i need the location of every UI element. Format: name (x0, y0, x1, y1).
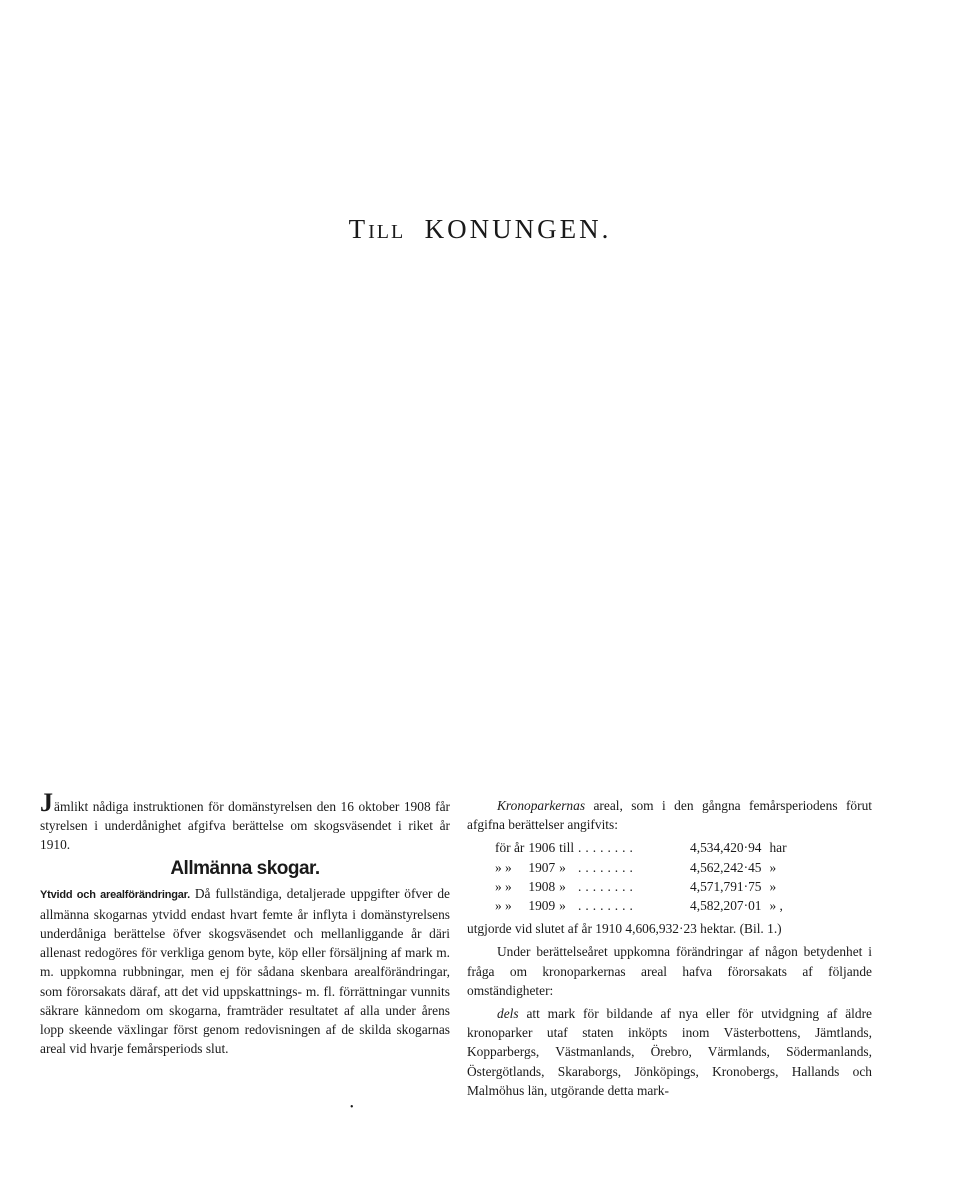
changes-paragraph: Under berättelseåret uppkomna förändringar af någon betydenhet i fråga om kronoparkernas areal hafva förorsakats af följande omständigheter: (467, 944, 872, 998)
row-year: 1908 (528, 878, 556, 894)
table-row (495, 838, 791, 857)
section-heading: Allmänna skogar. (170, 857, 320, 879)
summary-line: utgjorde vid slutet af år 1910 4,606,932·23 hektar. (Bil. 1.) (467, 921, 782, 937)
row-value: 4,571,791·75 (690, 878, 762, 894)
row-dots: ........ (578, 840, 637, 856)
row-mid: » (559, 859, 566, 875)
row-year: 1909 (528, 898, 556, 914)
row-prefix: » » (495, 859, 512, 875)
kronopark-intro (467, 796, 872, 834)
row-year: 1907 (528, 859, 556, 875)
row-prefix: för år (495, 840, 525, 856)
row-mid: till (559, 840, 575, 856)
dels-text: att mark för bildande af nya eller för utvidgning af äldre kronoparker utaf staten inköpts inom Västerbottens, Jämtlands, Kopparbergs, Västmanlands, Örebro, Värmlands, Södermanlands, Östergötlands, Skaraborgs, Jönköpings, Kronobergs, Hallands och Malmöhus län, utgörande detta mark- (467, 1006, 872, 1098)
kronopark-intro-italic: Kronoparkernas (497, 798, 586, 813)
row-mid: » (559, 878, 566, 894)
table-row (495, 858, 791, 877)
drop-cap: J (40, 788, 53, 817)
row-mid: » (559, 898, 566, 914)
row-dots: ........ (578, 878, 637, 894)
body-paragraph (40, 884, 450, 1059)
row-dots: ........ (578, 898, 637, 914)
right-column (467, 796, 872, 1100)
row-suffix: har (769, 840, 787, 856)
area-table (495, 838, 791, 915)
dels-italic: dels (497, 1006, 519, 1022)
footer-mark: • (350, 1102, 354, 1113)
row-prefix: » » (495, 898, 512, 914)
row-prefix: » » (495, 878, 512, 894)
row-suffix: » , (769, 898, 783, 914)
title-rest: KONUNGEN. (424, 214, 612, 244)
row-suffix: » (769, 859, 777, 875)
row-dots: ........ (578, 859, 637, 875)
left-column (40, 788, 450, 1058)
dels-paragraph (467, 1004, 872, 1100)
title-smallcaps: ILL (368, 221, 406, 243)
row-value: 4,534,420·94 (690, 840, 762, 856)
kronopark-intro-text: areal, som i den gångna femårsperiodens förut afgifna berättelser angifvits: (467, 798, 872, 833)
table-row (495, 896, 791, 915)
row-suffix: » (769, 878, 777, 894)
row-year: 1906 (528, 840, 556, 856)
intro-text: ämlikt nådiga instruktionen för domänstyrelsen den 16 oktober 1908 får styrelsen i underdånighet afgifva berättelse om skogsväsendet i riket år 1910. (40, 799, 450, 853)
row-value: 4,582,207·01 (690, 898, 762, 914)
title-first-letter: T (348, 214, 369, 244)
intro-paragraph (40, 788, 450, 855)
body-text: Då fullständiga, detaljerade uppgifter öfver de allmänna skogarnas ytvidd endast hvart femte år inflyta i domänstyrelsens underdåniga berättelse öfver skogsväsendet och mellanliggande år däri allenast redogöres för verkliga genom byte, köp eller försäljning af mark m. m. uppkomna rubbningar, men ej för sådana skenbara arealförändringar, som förorsakats däraf, att det vid uppskattnings- m. fl. förrättningar vunnits säkrare kännedom om skogarna, framträder resultatet af alla under årens lopp skeende växlingar först genom redovisningen af de skilda skogarnas areal vid hvarje femårsperiods slut. (40, 885, 450, 1057)
side-heading: Ytvidd och arealförändringar. (40, 888, 191, 901)
table-row (495, 877, 791, 896)
page-title (0, 214, 960, 245)
row-value: 4,562,242·45 (690, 859, 762, 875)
